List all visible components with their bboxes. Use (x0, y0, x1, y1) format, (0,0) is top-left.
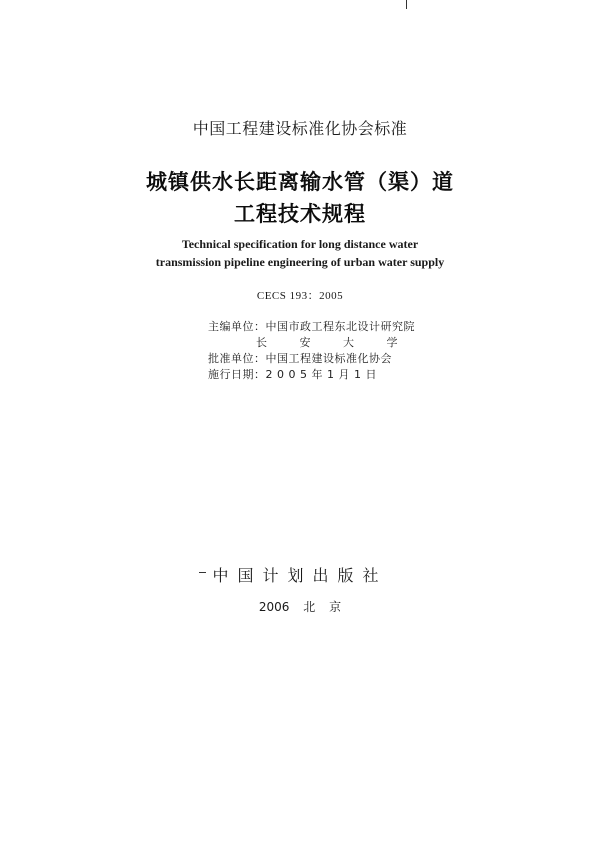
publication-place-year: 2006 北 京 (258, 600, 342, 614)
publisher-name: 中国计划出版社 (212, 566, 388, 585)
co-editor-unit: 长 安 大 学 (256, 336, 398, 349)
editor-unit: 主编单位：中国市政工程东北设计研究院 (208, 320, 415, 333)
title-line-1: 城镇供水长距离输水管（渠）道 (146, 170, 454, 194)
scan-mark (406, 0, 407, 9)
effective-date: 施行日期：2 0 0 5 年 1 月 1 日 (208, 368, 377, 381)
approver-unit: 批准单位：中国工程建设标准化协会 (208, 352, 392, 365)
title-line-2: 工程技术规程 (234, 202, 366, 226)
association-header: 中国工程建设标准化协会标准 (192, 119, 408, 138)
english-title-line-1: Technical specification for long distance water (181, 237, 419, 251)
standard-code: CECS 193：2005 (256, 290, 344, 302)
english-title-line-2: transmission pipeline engineering of urban water supply (155, 255, 445, 269)
